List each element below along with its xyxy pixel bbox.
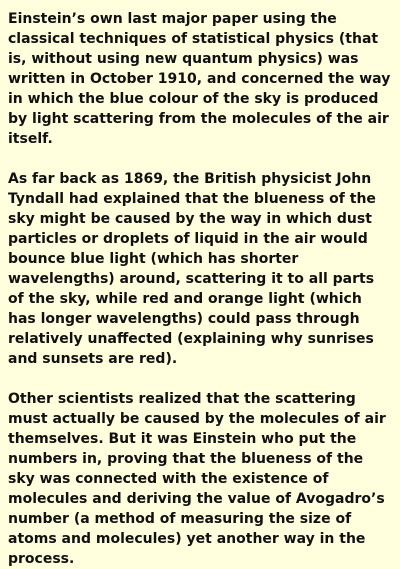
paragraph-tyndall-1869: As far back as 1869, the British physicist John Tyndall had explained that the blueness of the sky might be caused by the way in which dust particles or droplets of liquid in the air would bounce blue light (which has shorter wavelengths) around, scattering it to all parts of the sky, while red and orange light (which has longer wavelengths) could pass through relatively unaffected (explaining why sunrises and sunsets are red). xyxy=(8,171,376,367)
paragraph-einstein-1910-paper: Einstein’s own last major paper using the classical techniques of statistical physics (that is, without using new quantum physics) was written in October 1910, and concerned the way in which the blue colour of the sky is produced by light scattering from the molecules of the air itself. xyxy=(8,11,391,147)
paragraph-avogadro-number: Other scientists realized that the scattering must actually be caused by the molecules of air themselves. But it was Einstein who put the numbers in, proving that the blueness of the sky was connected with the existence of molecules and deriving the value of Avogadro’s number (a method of measuring the size of atoms and molecules) yet another way in the process. xyxy=(8,391,386,567)
